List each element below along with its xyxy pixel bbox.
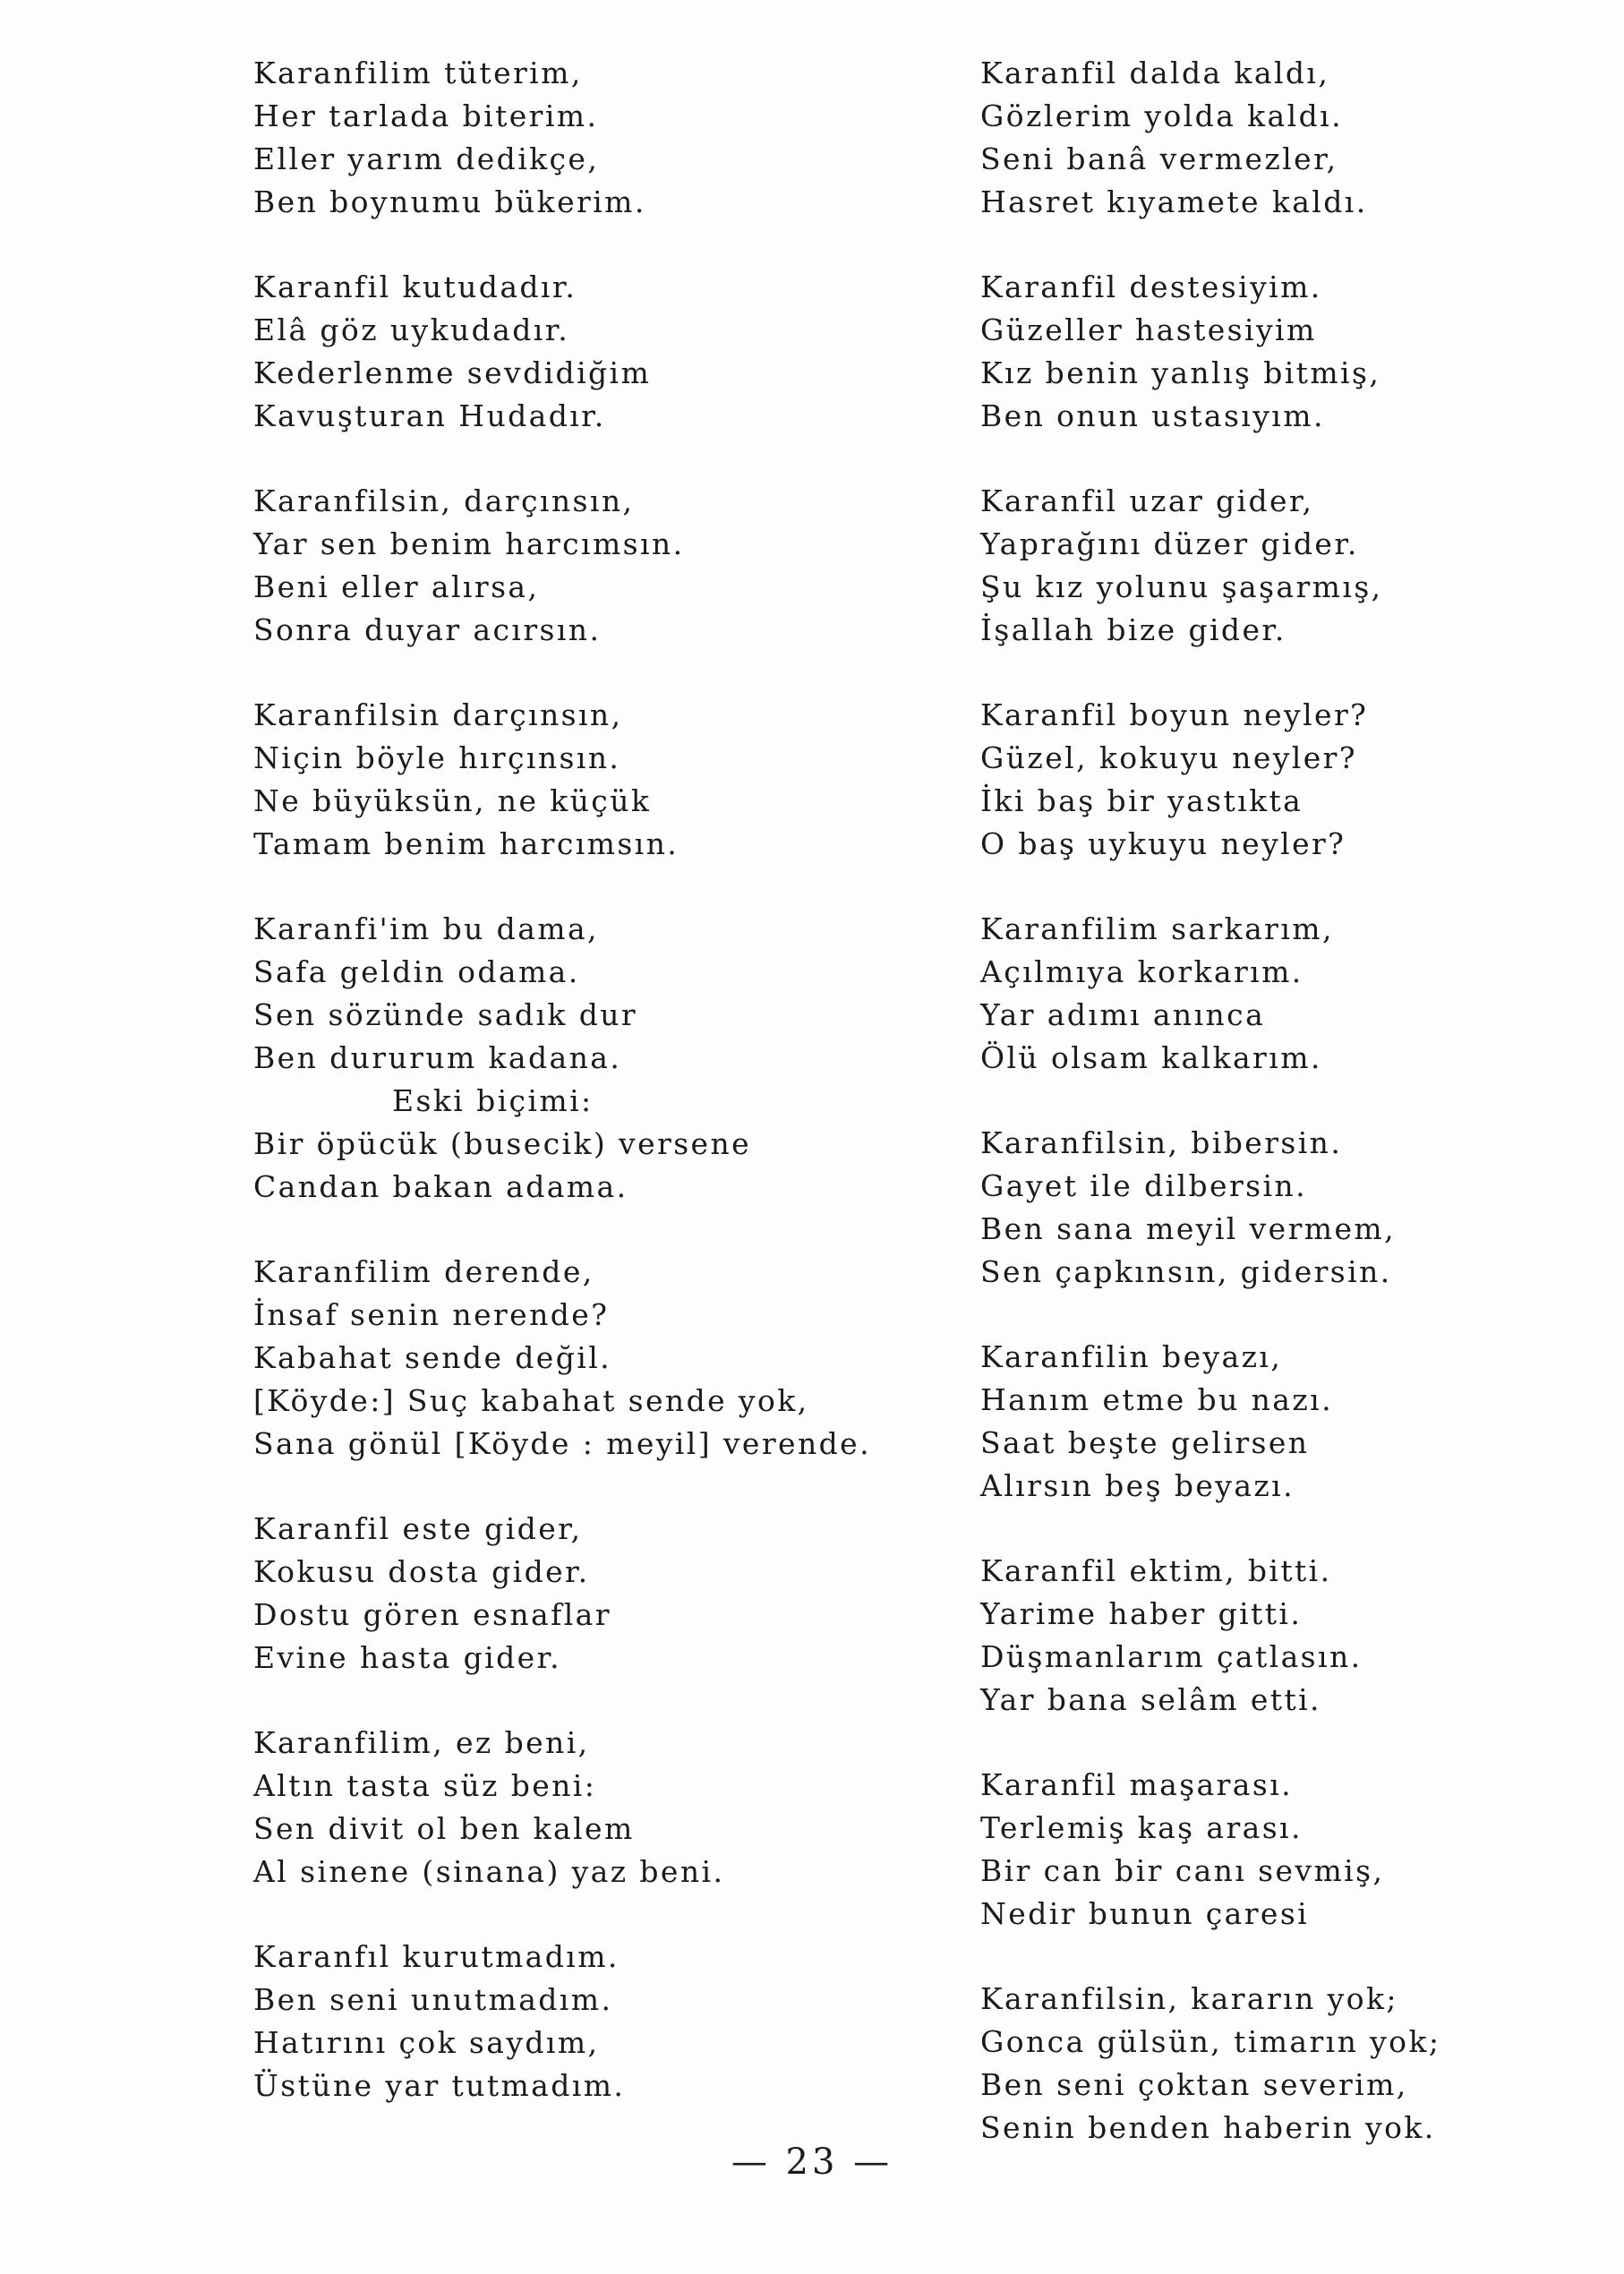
- stanza: [980, 694, 1624, 866]
- poem-line: Gözlerim yolda kaldı.: [980, 98, 1343, 133]
- poem-line: Sana gönül [Köyde : meyil] verende.: [253, 1426, 871, 1461]
- poem-line: Karanfil kutudadır.: [253, 269, 577, 304]
- stanza: [980, 1336, 1624, 1508]
- poem-line: Karanfil maşarası.: [980, 1767, 1294, 1802]
- poem-line: Karanfil ektim, bitti.: [980, 1553, 1332, 1588]
- stanza: [980, 1978, 1624, 2150]
- poem-line: Karanfil uzar gider,: [980, 483, 1314, 518]
- variant-heading: Eski biçimi:: [392, 1083, 594, 1118]
- stanza: [253, 266, 898, 438]
- poem-line: Karanfilsin, bibersin.: [980, 1125, 1343, 1160]
- poem-line: İki baş bir yastıkta: [980, 783, 1303, 818]
- stanza: [253, 480, 898, 652]
- poem-line: Senin benden haberin yok.: [980, 2110, 1436, 2145]
- poem-line: Karanfilim, ez beni,: [253, 1725, 590, 1760]
- stanza: [980, 1764, 1624, 1936]
- poem-line: Safa geldin odama.: [253, 954, 580, 989]
- poem-line: Hatırını çok saydım,: [253, 2025, 600, 2060]
- stanza: [980, 266, 1624, 438]
- poem-line: Karanfilsin, darçınsın,: [253, 483, 635, 518]
- poem-line: Sen çapkınsın, gidersin.: [980, 1254, 1392, 1289]
- poem-line: Karanfilsin, kararın yok;: [980, 1981, 1398, 2016]
- poem-line: Ben sana meyil vermem,: [980, 1211, 1396, 1246]
- poem-line: Karanfilim sarkarım,: [980, 911, 1334, 946]
- poem-line: Yaprağını düzer gider.: [980, 526, 1359, 561]
- stanza: [253, 1722, 898, 1894]
- poem-line: Ben seni çoktan severim,: [980, 2067, 1408, 2102]
- poem-line: Kavuşturan Hudadır.: [253, 398, 606, 433]
- poem-line: Gayet ile dilbersin.: [980, 1168, 1307, 1203]
- poem-line: Düşmanlarım çatlasın.: [980, 1639, 1363, 1674]
- poem-line: Elâ göz uykudadır.: [253, 312, 570, 347]
- poem-line: Karanfil boyun neyler?: [980, 697, 1369, 732]
- poem-line: Altın tasta süz beni:: [253, 1768, 597, 1803]
- poem-line: Hasret kıyamete kaldı.: [980, 184, 1368, 219]
- poem-line: Karanfil este gider,: [253, 1511, 583, 1546]
- stanza: [253, 908, 898, 1209]
- poem-line: Karanfıl kurutmadım.: [253, 1939, 620, 1974]
- poem-line: Güzel, kokuyu neyler?: [980, 740, 1357, 775]
- poem-line: Ben dururum kadana.: [253, 1040, 622, 1075]
- stanza: [253, 1251, 898, 1466]
- poem-line: Yar adımı anınca: [980, 997, 1266, 1032]
- stanza: [980, 480, 1624, 652]
- poem-line: Terlemiş kaş arası.: [980, 1810, 1303, 1845]
- poem-line: Alırsın beş beyazı.: [980, 1468, 1295, 1503]
- poem-line: O baş uykuyu neyler?: [980, 826, 1346, 861]
- poem-line: Ölü olsam kalkarım.: [980, 1040, 1322, 1075]
- poem-line: Yar bana selâm etti.: [980, 1682, 1321, 1717]
- poem-line: Evine hasta gider.: [253, 1640, 562, 1675]
- poem-line: Kız benin yanlış bitmiş,: [980, 355, 1381, 390]
- poem-line: Şu kız yolunu şaşarmış,: [980, 569, 1383, 604]
- poem-line: Hanım etme bu nazı.: [980, 1382, 1333, 1417]
- stanza: [253, 694, 898, 866]
- poem-line: Bir öpücük (busecik) versene: [253, 1126, 752, 1161]
- poem-line: Güzeller hastesiyim: [980, 312, 1317, 347]
- poem-line: Kokusu dosta gider.: [253, 1554, 590, 1589]
- right-poem-column: [980, 52, 1624, 2150]
- poem-line: Ben seni unutmadım.: [253, 1982, 613, 2017]
- poem-line: Karanfi'im bu dama,: [253, 911, 599, 946]
- stanza: [980, 1550, 1624, 1722]
- poem-line: Al sinene (sinana) yaz beni.: [253, 1854, 725, 1889]
- poem-line: Kabahat sende değil.: [253, 1340, 612, 1375]
- poem-line: Karanfil dalda kaldı,: [980, 56, 1330, 90]
- poem-line: İnsaf senin nerende?: [253, 1297, 610, 1332]
- poem-line: Kederlenme sevdidiğim: [253, 355, 652, 390]
- poem-line: Sen divit ol ben kalem: [253, 1811, 635, 1846]
- poem-line: Karanfil destesiyim.: [980, 269, 1322, 304]
- stanza: [253, 1508, 898, 1680]
- poem-line: Gonca gülsün, timarın yok;: [980, 2024, 1441, 2059]
- poem-line: Beni eller alırsa,: [253, 569, 540, 604]
- poem-line: Üstüne yar tutmadım.: [253, 2068, 626, 2103]
- poem-line: Eller yarım dedikçe,: [253, 141, 600, 176]
- poem-line: Ben onun ustasıyım.: [980, 398, 1325, 433]
- poem-line: Sonra duyar acırsın.: [253, 612, 602, 647]
- poem-line: Karanfilin beyazı,: [980, 1339, 1283, 1374]
- poem-line: [Köyde:] Suç kabahat sende yok,: [253, 1383, 809, 1418]
- poem-line: Saat beşte gelirsen: [980, 1425, 1310, 1460]
- poem-line: Bir can bir canı sevmiş,: [980, 1853, 1385, 1888]
- poem-line: İşallah bize gider.: [980, 612, 1286, 647]
- poem-line: Tamam benim harcımsın.: [253, 826, 680, 861]
- poem-line: Yarime haber gitti.: [980, 1596, 1303, 1631]
- stanza: [253, 52, 898, 224]
- poem-line: Yar sen benim harcımsın.: [253, 526, 685, 561]
- poem-line: Ben boynumu bükerim.: [253, 184, 646, 219]
- stanza: [980, 908, 1624, 1080]
- poem-line: Nedir bunun çaresi: [980, 1896, 1310, 1931]
- poem-line: Seni banâ vermezler,: [980, 141, 1338, 176]
- poem-line: Candan bakan adama.: [253, 1169, 628, 1204]
- stanza: [980, 52, 1624, 224]
- poem-line: Sen sözünde sadık dur: [253, 997, 638, 1032]
- stanza: [253, 1936, 898, 2107]
- poem-line: Karanfilsin darçınsın,: [253, 697, 623, 732]
- poem-line: Ne büyüksün, ne küçük: [253, 783, 652, 818]
- left-poem-column: [253, 52, 898, 2107]
- poem-line: Dostu gören esnaflar: [253, 1597, 611, 1632]
- poem-line: Açılmıya korkarım.: [980, 954, 1303, 989]
- poem-line: Karanfilim tüterim,: [253, 56, 583, 90]
- poem-line: Her tarlada biterim.: [253, 98, 599, 133]
- poem-line: Niçin böyle hırçınsın.: [253, 740, 621, 775]
- poem-line: Karanfilim derende,: [253, 1254, 594, 1289]
- page-number: — 23 —: [731, 2141, 893, 2183]
- stanza: [980, 1122, 1624, 1294]
